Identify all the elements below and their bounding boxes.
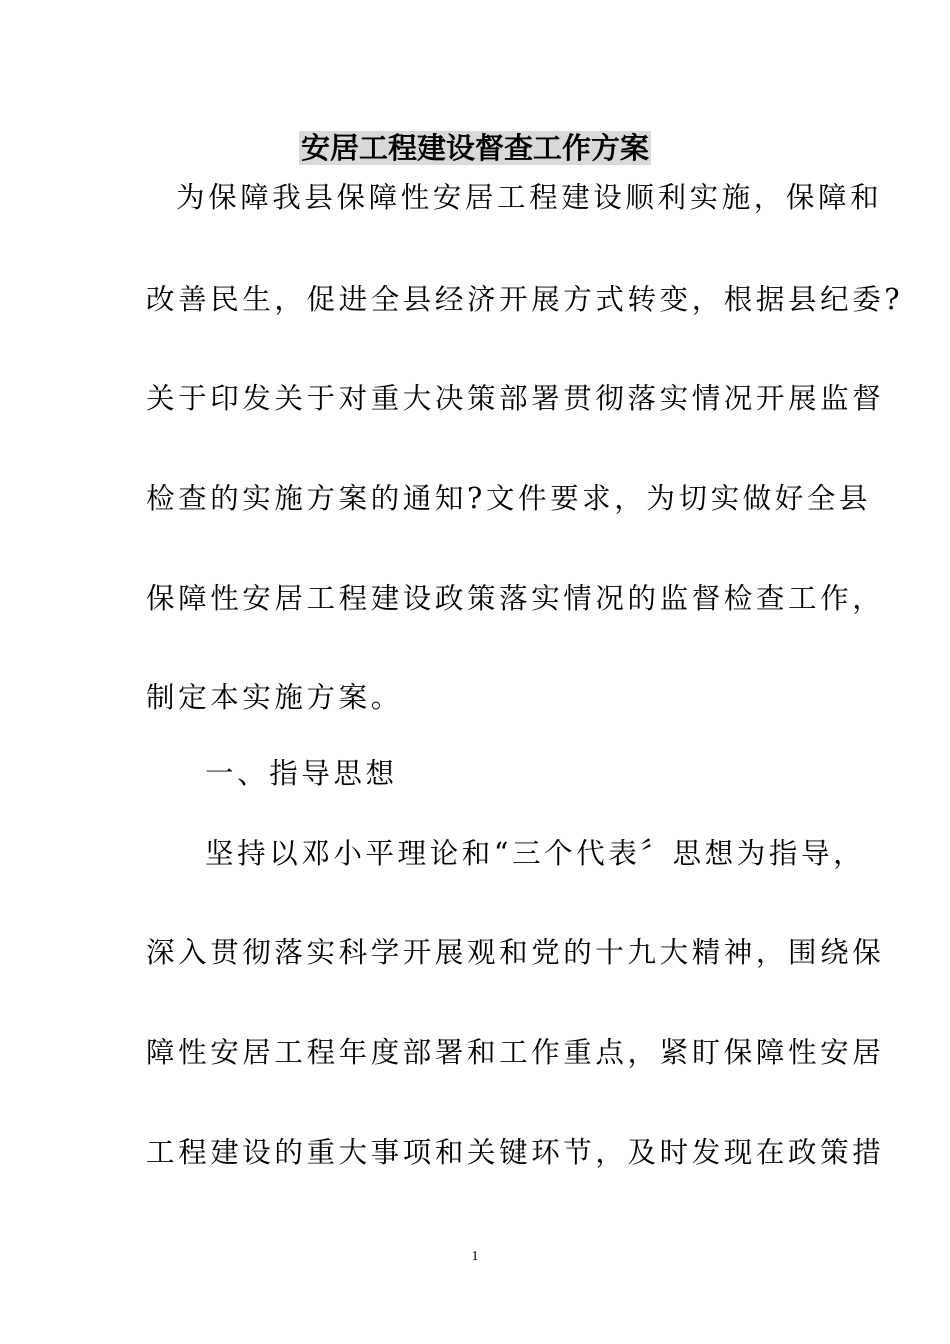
paragraph-line: 改善民生，促进全县经济开展方式转变，根据县纪委? [146,283,904,316]
paragraph-line: 检查的实施方案的通知?文件要求，为切实做好全县 [146,482,872,515]
paragraph-line: 障性安居工程年度部署和工作重点，紧盯保障性安居 [146,1036,885,1069]
paragraph-line: 工程建设的重大事项和关键环节，及时发现在政策措 [146,1136,885,1169]
paragraph-line: 保障性安居工程建设政策落实情况的监督检查工作， [146,582,885,615]
document-title-text: 安居工程建设督查工作方案 [300,131,649,165]
document-title [0,128,950,168]
paragraph-line: 关于印发关于对重大决策部署贯彻落实情况开展监督 [146,382,885,415]
section-heading: 一、指导思想 [205,757,398,790]
paragraph-line: 深入贯彻落实科学开展观和党的十九大精神，围绕保 [146,936,885,969]
paragraph-line: 坚持以邓小平理论和“三个代表〞思想为指导， [205,837,866,870]
paragraph-line: 为保障我县保障性安居工程建设顺利实施，保障和 [176,181,883,214]
page-number: 1 [471,1249,479,1264]
paragraph-line: 制定本实施方案。 [146,681,403,714]
